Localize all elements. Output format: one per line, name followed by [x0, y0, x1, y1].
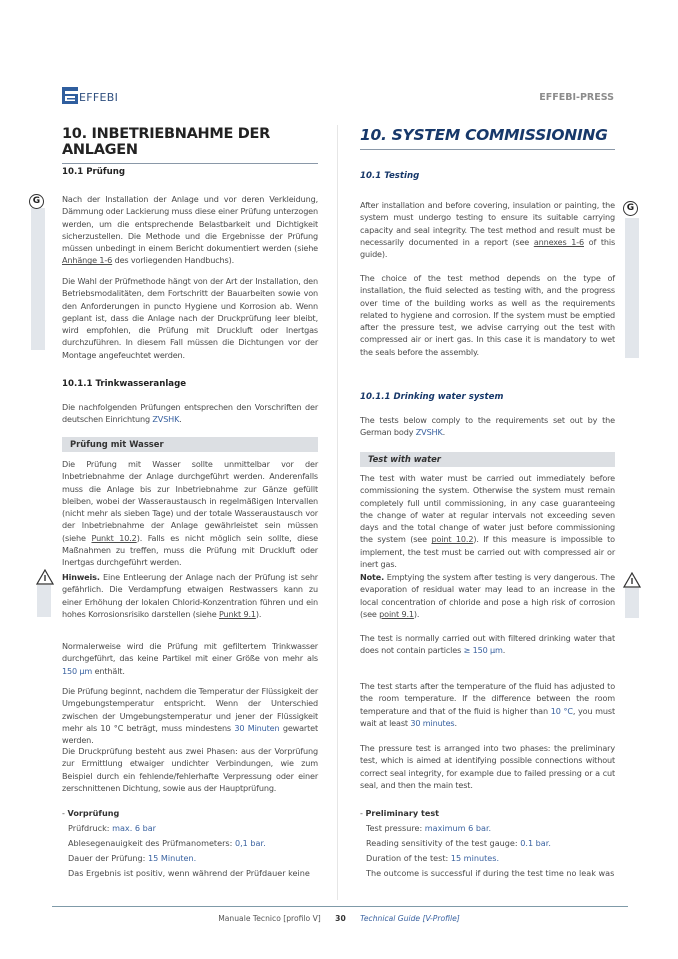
cross-reference-link[interactable]: point 10.2	[431, 534, 474, 545]
list-item	[360, 866, 615, 881]
cross-reference-link[interactable]: annexes 1-6	[533, 236, 584, 247]
text-run: After installation and before covering, insulation or painting, the system must undergo testing to ensure its suitable carrying capacity and seal integrity. The test method and result must be necessarily documented in a report (see	[360, 200, 615, 247]
subsection-title-en: 10.1 Testing	[360, 171, 420, 181]
cross-reference-link[interactable]: point 9.1	[379, 608, 414, 619]
highlighted-value: ZVSHK	[415, 427, 443, 438]
text-run: , you must wait at least	[360, 705, 615, 728]
page-number: 30	[335, 914, 346, 923]
cross-reference-link[interactable]: Punkt 10.2	[91, 532, 137, 543]
text-run: enthält.	[92, 665, 125, 676]
warning-icon	[623, 572, 641, 588]
warning-paragraph	[62, 571, 318, 620]
text-run: Duration of the test:	[366, 853, 451, 863]
paragraph	[62, 193, 318, 267]
list-heading	[360, 806, 615, 821]
highlighted-value: 150 µm	[62, 665, 93, 676]
paragraph	[62, 745, 318, 794]
bold-label: Preliminary test	[365, 808, 440, 818]
cross-reference-link[interactable]: Punkt 9.1	[218, 608, 256, 619]
list-item	[62, 836, 318, 851]
text-run: Das Ergebnis ist positiv, wenn während der Prüfdauer keine	[68, 868, 310, 878]
text-run: of this guide).	[360, 236, 616, 260]
list-item	[62, 821, 318, 836]
warning-sidebar-right	[625, 588, 639, 618]
text-run: -	[360, 808, 366, 818]
warning-sidebar-left	[37, 585, 51, 617]
text-run: Test pressure:	[366, 823, 425, 833]
list-item	[62, 851, 318, 866]
text-run: .	[179, 414, 182, 425]
section-title-de: 10. INBETRIEBNAHME DER ANLAGEN	[62, 126, 318, 164]
subsection-title-de: 10.1.1 Trinkwasseranlage	[62, 379, 187, 389]
highlighted-value: max. 6 bar	[112, 823, 157, 833]
gray-heading-box: Test with water	[360, 452, 615, 467]
subsection-title-de: 10.1 Prüfung	[62, 167, 125, 177]
text-run: Prüfdruck:	[68, 823, 113, 833]
text-run: .	[502, 645, 506, 656]
highlighted-value: 15 Minuten.	[147, 853, 197, 863]
bold-label: Note.	[360, 572, 385, 582]
highlighted-value: 30 Minuten	[234, 722, 280, 733]
text-run: gewartet werden.	[62, 722, 318, 746]
cross-reference-link[interactable]: Anhänge 1-6	[62, 255, 113, 266]
text-run: ). If this measure is impossible to implement, the test must be carried out with compressed air or inert gas.	[360, 534, 615, 570]
text-run: Nach der Installation der Anlage und vor deren Verkleidung, Dämmung oder Lackierung muss diese einer Prüfung unterzogen werden, um die entsprechende Belastbarkeit und Dichtigkeit sicherzustellen. Die Methode und die Ergebnisse der Prüfung müssen unbedingt in einem Bericht dokumentiert werden (siehe	[62, 194, 318, 254]
list-item	[62, 866, 318, 881]
footer	[0, 914, 678, 923]
text-run: Reading sensitivity of the test gauge:	[366, 838, 521, 848]
paragraph	[62, 685, 318, 746]
paragraph	[62, 401, 318, 426]
highlighted-value: 10 °C	[550, 705, 573, 716]
text-run: Die nachfolgenden Prüfungen entsprechen den Vorschriften der deutschen Einrichtung	[62, 402, 318, 425]
text-run: Eine Entleerung der Anlage nach der Prüfung ist sehr gefährlich. Die Verdampfung etwaigen Restwassers kann zu einer Erhöhung der lokalen Chlorid-Konzentration führen und ein hohes Korrosionsrisiko darstellen (siehe	[62, 572, 318, 619]
paragraph	[360, 199, 615, 260]
highlighted-value: ≥ 150 µm	[463, 645, 503, 656]
text-run: The choice of the test method depends on the type of installation, the fluid selected as testing with, and the progress over time of the building works as well as the requirements related to hygiene and corrosion. If the system must be emptied after the pressure test, we advise carrying out the test with compressed air or inert gas. In this case it is mandatory to wet the seals before the assembly.	[360, 273, 615, 357]
text-run: The outcome is successful if during the test time no leak was	[366, 868, 615, 878]
text-run: The test starts after the temperature of the fluid has adjusted to the room temperature. If the difference between the room temperature and that of the fluid is higher than	[360, 681, 615, 716]
text-run: Die Druckprüfung besteht aus zwei Phasen: aus der Vorprüfung zur Ermittlung etwaiger undichter Verbindungen, wie zum Beispiel durch ein fehlende/fehlerhafte Verpressung oder einer zerschnittenen Dichtung, sowie aus der Hauptprüfung.	[62, 746, 318, 793]
guide-sidebar-left	[31, 208, 45, 350]
text-run: ).	[413, 608, 420, 619]
test-spec-list	[62, 806, 318, 881]
text-run: Normalerweise wird die Prüfung mit gefiltertem Trinkwasser durchgeführt, das keine Partikel mit einer Größe von mehr als	[62, 641, 318, 664]
paragraph	[360, 472, 615, 570]
bold-label: Hinweis.	[62, 572, 100, 582]
text-run: ).	[255, 608, 262, 619]
text-run: The pressure test is arranged into two phases: the preliminary test, which is aimed at identifying possible connections without correct seal integrity, for example due to failed pressing or a cut seal, and then the main test.	[360, 743, 615, 790]
text-run: The test is normally carried out with filtered drinking water that does not contain particles	[360, 633, 615, 656]
effebi-logo: EFFEBI	[62, 86, 118, 104]
paragraph	[360, 632, 615, 657]
paragraph	[62, 640, 318, 677]
text-run: The tests below comply to the requirements set out by the German body	[360, 415, 615, 438]
text-run: The test with water must be carried out immediately before commissioning the system. Otherwise the system must remain completely full until commissioning, in any case guaranteeing the change of water at regular intervals not exceeding seven days and the total change of water just before commissioning the system (see	[360, 473, 615, 545]
warning-paragraph	[360, 571, 615, 620]
paragraph	[62, 458, 318, 569]
bold-label: Vorprüfung	[67, 808, 120, 818]
footer-rule	[52, 906, 628, 907]
text-run: Die Prüfung beginnt, nachdem die Temperatur der Flüssigkeit der Umgebungstemperatur entspricht. Wenn der Unterschied zwischen der Umgebungstemperatur und jener der Flüssigkeit mehr als 10 °C beträgt, muss mindestens	[62, 686, 318, 733]
paragraph	[360, 414, 615, 439]
paragraph	[360, 680, 615, 729]
gray-heading-box: Prüfung mit Wasser	[62, 437, 318, 452]
paragraph	[360, 742, 615, 791]
text-run: Dauer der Prüfung:	[68, 853, 148, 863]
highlighted-value: 0,1 bar.	[234, 838, 266, 848]
guide-g-icon: G	[623, 201, 638, 216]
text-run: Ablesegenauigkeit des Prüfmanometers:	[68, 838, 235, 848]
guide-g-icon: G	[29, 194, 44, 209]
text-run: -	[62, 808, 68, 818]
footer-manual-de: Manuale Tecnico [profilo V]	[218, 914, 321, 923]
text-run: Die Wahl der Prüfmethode hängt von der Art der Installation, den Betriebsmodalitäten, dem Fortschritt der Bauarbeiten sowie von den Anforderungen in puncto Hygiene und Korrosion ab. Wenn geplant ist, dass die Anlage nach der Druckprüfung leer bleibt, wird empfohlen, die Prüfung mit Druckluft oder Inertgas durchzuführen. In diesem Fall müssen die Dichtungen vor der Montage angefeuchtet werden.	[62, 276, 318, 360]
paragraph	[360, 272, 615, 358]
highlighted-value: ZVSHK	[152, 414, 180, 425]
footer-manual-en: Technical Guide [V-Profile]	[360, 914, 460, 923]
text-run: Die Prüfung mit Wasser sollte unmittelbar vor der Inbetriebnahme der Anlage durchgeführt werden. Anderenfalls muss die Anlage bis zur Inbetriebnahme zur Gänze gefüllt bleiben, wobei der Wasseraustausch in regelmäßigen Intervallen (nicht mehr als sieben Tage) und der totale Wasseraustausch vor der Inbetriebnahme der Anlage gewährleistet sein müssen (siehe	[62, 459, 318, 543]
text-run: Emptying the system after testing is very dangerous. The evaporation of residual water may lead to an increase in the local concentration of chloride and pose a high risk of corrosion (see	[360, 572, 615, 619]
text-run: .	[442, 427, 446, 438]
list-heading	[62, 806, 318, 821]
section-title-en: 10. SYSTEM COMMISSIONING	[360, 126, 615, 150]
list-item	[360, 836, 615, 851]
column-divider	[337, 125, 338, 900]
highlighted-value: maximum 6 bar.	[424, 823, 492, 833]
paragraph	[62, 275, 318, 361]
list-item	[360, 851, 615, 866]
subsection-title-en: 10.1.1 Drinking water system	[360, 392, 504, 402]
highlighted-value: 15 minutes.	[450, 853, 500, 863]
text-run: des vorliegenden Handbuchs).	[112, 255, 235, 266]
highlighted-value: 0.1 bar.	[520, 838, 551, 848]
list-item	[360, 821, 615, 836]
highlighted-value: 30 minutes	[410, 717, 455, 728]
brand-label: EFFEBI-PRESS	[539, 92, 614, 103]
test-spec-list	[360, 806, 615, 881]
logo-mark-icon	[62, 87, 78, 104]
warning-icon	[36, 569, 54, 585]
guide-sidebar-right	[625, 218, 639, 358]
text-run: ). Falls es nicht möglich sein sollte, diese Maßnahmen zu treffen, muss die Prüfung mit Druckluft oder Inertgas durchgeführt werden.	[62, 532, 318, 568]
text-run: .	[454, 717, 457, 728]
